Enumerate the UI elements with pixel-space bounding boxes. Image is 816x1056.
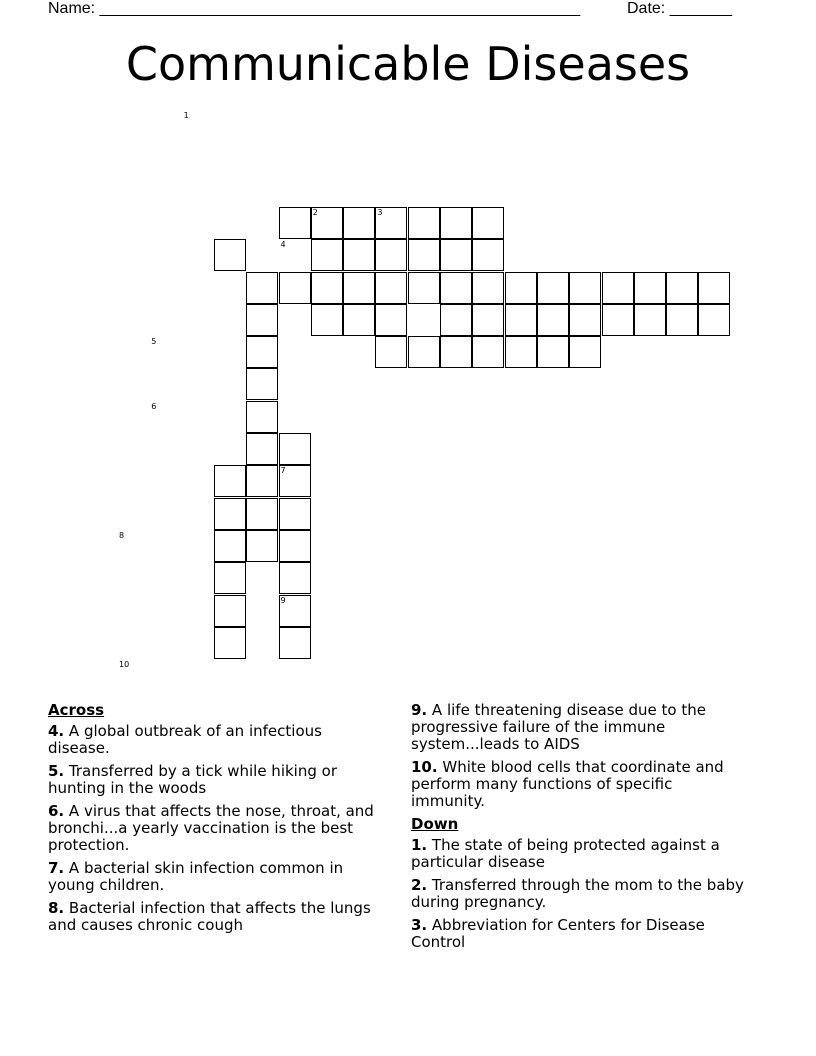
clue-number-label: 7 [280,466,286,476]
grid-cell[interactable] [214,498,246,530]
grid-cell[interactable] [602,272,634,304]
grid-cell[interactable] [375,239,407,271]
grid-cell[interactable] [246,401,278,433]
grid-cell[interactable] [343,207,375,239]
grid-cell[interactable] [279,433,311,465]
grid-cell[interactable] [279,562,311,594]
grid-cell[interactable] [634,272,666,304]
grid-cell[interactable] [311,239,343,271]
grid-cell[interactable] [408,239,440,271]
clue-number: 6. [48,802,65,820]
clue-number: 10. [411,758,438,776]
clue-text: A global outbreak of an infectious disease. [48,722,322,757]
grid-cell[interactable] [569,272,601,304]
grid-cell[interactable] [375,336,407,368]
grid-cell[interactable] [666,304,698,336]
grid-cell[interactable] [343,304,375,336]
clue-down-2 [411,877,751,911]
grid-cell[interactable] [343,239,375,271]
grid-cell[interactable] [214,465,246,497]
grid-cell[interactable] [666,272,698,304]
grid-cell[interactable] [375,304,407,336]
grid-cell[interactable] [440,239,472,271]
clue-number: 8. [48,899,65,917]
date-field[interactable]: Date: _______ [627,0,732,17]
clue-number-label: 2 [312,207,318,217]
grid-cell[interactable] [343,272,375,304]
grid-cell[interactable] [505,272,537,304]
grid-cell[interactable] [246,304,278,336]
grid-cell[interactable] [279,207,311,239]
grid-cell[interactable] [440,336,472,368]
name-field[interactable]: Name: ______________________________________________________ [48,0,581,17]
grid-cell[interactable] [246,336,278,368]
clue-number-label: 9 [280,595,286,605]
grid-cell[interactable] [279,272,311,304]
grid-cell[interactable] [569,336,601,368]
clues-left-column [48,702,388,940]
grid-cell[interactable] [311,304,343,336]
grid-cell[interactable] [279,627,311,659]
grid-cell[interactable] [440,304,472,336]
grid-cell[interactable] [214,595,246,627]
page-title: Communicable Diseases [125,37,691,91]
clue-number: 1. [411,836,428,854]
clue-across-4 [48,723,388,757]
clue-across-5 [48,763,388,797]
grid-cell[interactable] [246,530,278,562]
grid-cell[interactable] [246,465,278,497]
clue-text: A life threatening disease due to the progressive failure of the immune system...leads to AIDS [411,701,706,753]
clue-text: The state of being protected against a particular disease [411,836,720,871]
grid-cell[interactable] [569,304,601,336]
grid-cell[interactable] [472,336,504,368]
grid-cell[interactable] [214,627,246,659]
clue-number: 7. [48,859,65,877]
across-heading: Across [48,701,105,719]
clue-number-label: 10 [119,660,130,670]
grid-cell[interactable] [472,239,504,271]
grid-cell[interactable] [698,272,730,304]
grid-cell[interactable] [408,336,440,368]
clue-across-10 [411,759,751,810]
grid-cell[interactable] [537,304,569,336]
grid-cell[interactable] [214,562,246,594]
grid-cell[interactable] [246,368,278,400]
grid-cell[interactable] [246,433,278,465]
grid-cell[interactable] [311,272,343,304]
grid-cell[interactable] [634,304,666,336]
clue-number: 4. [48,722,65,740]
grid-cell[interactable] [214,530,246,562]
grid-cell[interactable] [472,207,504,239]
clue-down-1 [411,837,751,871]
clue-text: Transferred by a tick while hiking or hunting in the woods [48,762,337,797]
clue-across-6 [48,803,388,854]
grid-cell[interactable] [472,272,504,304]
clue-text: Abbreviation for Centers for Disease Control [411,916,705,951]
grid-cell[interactable] [505,336,537,368]
clue-text: Transferred through the mom to the baby during pregnancy. [411,876,744,911]
down-heading: Down [411,815,459,833]
clue-number-label: 8 [119,530,125,540]
grid-cell[interactable] [279,530,311,562]
grid-cell[interactable] [472,304,504,336]
grid-cell[interactable] [408,272,440,304]
clue-text: A bacterial skin infection common in young children. [48,859,344,894]
grid-cell[interactable] [214,239,246,271]
clue-number-label: 1 [183,111,189,120]
clues-right-column [411,702,751,957]
clue-text: A virus that affects the nose, throat, and bronchi...a yearly vaccination is the best protection. [48,802,374,854]
clue-number-label: 4 [280,240,286,250]
grid-cell[interactable] [537,272,569,304]
clue-number: 3. [411,916,428,934]
clue-text: White blood cells that coordinate and perform many functions of specific immunity. [411,758,724,810]
grid-cell[interactable] [375,272,407,304]
clue-across-9 [411,702,751,753]
clue-text: Bacterial infection that affects the lungs and causes chronic cough [48,899,371,934]
grid-cell[interactable] [246,498,278,530]
grid-cell[interactable] [698,304,730,336]
clue-across-8 [48,900,388,934]
clue-number: 2. [411,876,428,894]
grid-cell[interactable] [440,207,472,239]
grid-cell[interactable] [440,272,472,304]
clue-number: 5. [48,762,65,780]
clue-down-3 [411,917,751,951]
grid-cell[interactable] [602,304,634,336]
grid-cell[interactable] [246,272,278,304]
clue-number: 9. [411,701,428,719]
grid-cell[interactable] [505,304,537,336]
grid-cell[interactable] [408,207,440,239]
clue-number-label: 5 [151,337,157,347]
clue-number-label: 6 [151,401,157,411]
grid-cell[interactable] [279,498,311,530]
clue-number-label: 3 [377,207,383,217]
clue-across-7 [48,860,388,894]
grid-cell[interactable] [537,336,569,368]
